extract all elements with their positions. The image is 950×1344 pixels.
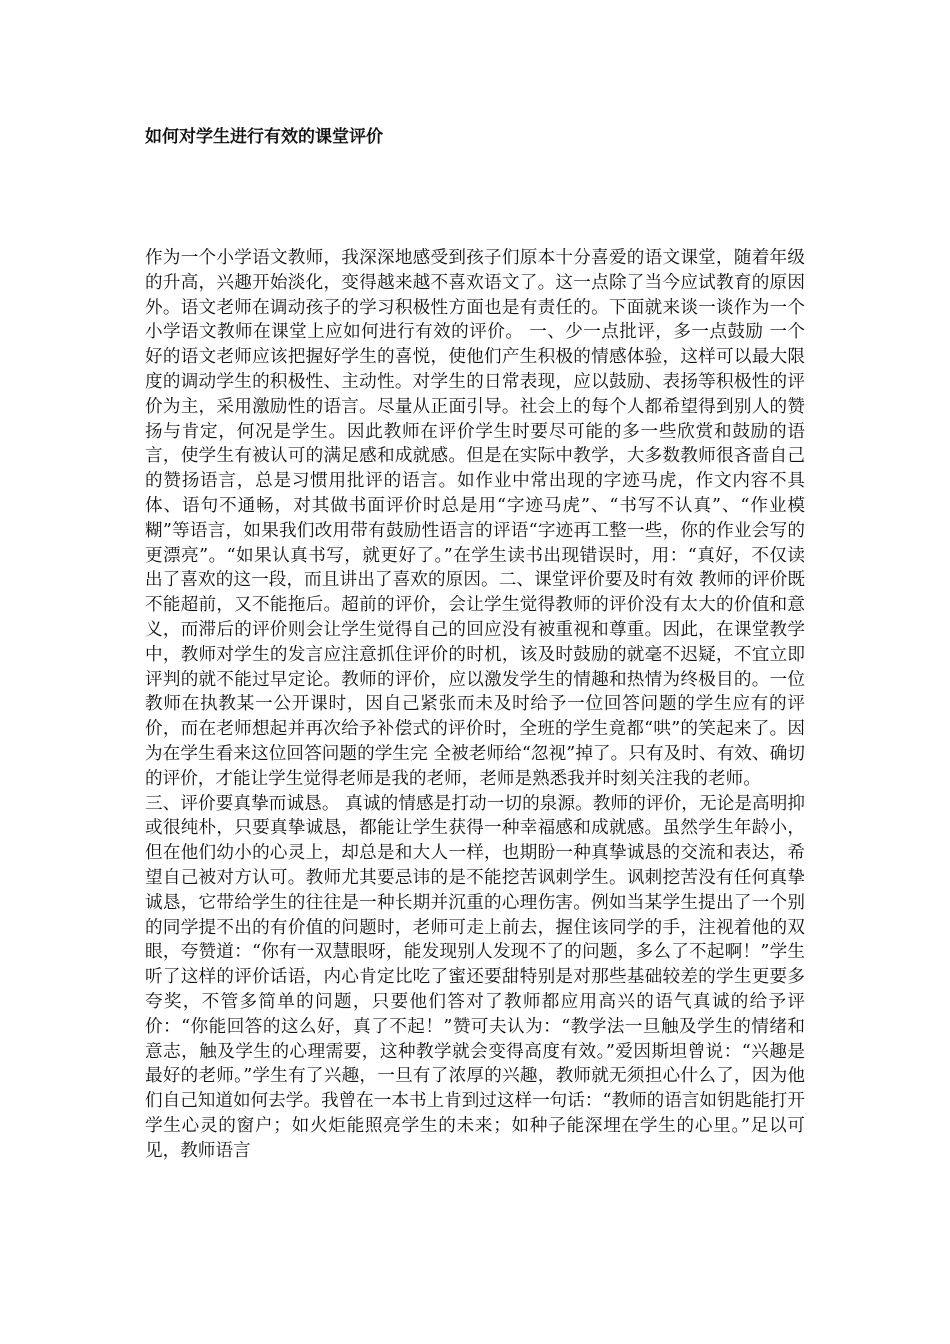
body-paragraph: 三、评价要真挚而诚恳。 真诚的情感是打动一切的泉源。教师的评价，无论是高明抑或很纯朴，只要真挚诚恳，都能让学生获得一种幸福感和成就感。虽然学生年龄小，但在他们幼小的心灵上，却总是和大人一样，也期盼一种真挚诚恳的交流和表达，希望自己被对方认可。教师尤其要忌讳的是不能挖苦讽刺学生。讽刺挖苦没有任何真挚诚恳，它带给学生的往往是一种长期并沉重的心理伤害。例如当某学生提出了一个别的同学提不出的有价值的问题时，老师可走上前去，握住该同学的手，注视着他的双眼，夸赞道：“你有一双慧眼呀，能发现别人发现不了的问题，多么了不起啊！”学生听了这样的评价话语，内心肯定比吃了蜜还要甜特别是对那些基础较差的学生更要多夸奖，不管多简单的问题，只要他们答对了教师都应用高兴的语气真诚的给予评价：“你能回答的这么好，真了不起！”赞可夫认为：“教学法一旦触及学生的情绪和意志，触及学生的心理需要，这种教学就会变得高度有效。”爱因斯坦曾说：“兴趣是最好的老师。”学生有了兴趣，一旦有了浓厚的兴趣，教师就无须担心什么了，因为他们自己知道如何去学。我曾在一本书上肯到过这样一句话：“教师的语言如钥匙能打开学生心灵的窗户；如火炬能照亮学生的未来；如种子能深埋在学生的心里。”足以可见，教师语言 <box>145 793 805 1161</box>
body-paragraph: 作为一个小学语文教师，我深深地感受到孩子们原本十分喜爱的语文课堂，随着年级的升高，兴趣开始淡化，变得越来越不喜欢语文了。这一点除了当今应试教育的原因外。语文老师在调动孩子的学习积极性方面也是有责任的。下面就来谈一谈作为一个小学语文教师在课堂上应如何进行有效的评价。 一、少一点批评，多一点鼓励 一个好的语文老师应该把握好学生的喜悦，使他们产生积极的情感体验，这样可以最大限度的调动学生的积极性、主动性。对学生的日常表现，应以鼓励、表扬等积极性的评价为主，采用激励性的语言。尽量从正面引导。社会上的每个人都希望得到别人的赞扬与肯定，何况是学生。因此教师在评价学生时要尽可能的多一些欣赏和鼓励的语言，使学生有被认可的满足感和成就感。但是在实际中教学，大多数教师很吝啬自己的赞扬语言，总是习惯用批评的语言。如作业中常出现的字迹马虎，作文内容不具体、语句不通畅，对其做书面评价时总是用“字迹马虎”、“书写不认真”、“作业模糊”等语言，如果我们改用带有鼓励性语言的评语“字迹再工整一些，你的作业会写的更漂亮”。“如果认真书写，就更好了。”在学生读书出现错误时，用：“真好，不仅读出了喜欢的这一段，而且讲出了喜欢的原因。二、课堂评价要及时有效 教师的评价既不能超前，又不能拖后。超前的评价，会让学生觉得教师的评价没有太大的价值和意义，而滞后的评价则会让学生觉得自己的回应没有被重视和尊重。因此，在课堂教学中，教师对学生的发言应注意抓住评价的时机，该及时鼓励的就毫不迟疑，不宜立即评判的就不能过早定论。教师的评价，应以激发学生的情趣和热情为终极目的。一位教师在执教某一公开课时，因自己紧张而未及时给予一位回答问题的学生应有的评价，而在老师想起并再次给予补偿式的评价时，全班的学生竟都“哄”的笑起来了。因为在学生看来这位回答问题的学生完 全被老师给“忽视”掉了。只有及时、有效、确切的评价，才能让学生觉得老师是我的老师，老师是熟悉我并时刻关注我的老师。 <box>145 248 805 789</box>
document-body <box>145 246 805 1163</box>
document-title: 如何对学生进行有效的课堂评价 <box>145 127 383 147</box>
